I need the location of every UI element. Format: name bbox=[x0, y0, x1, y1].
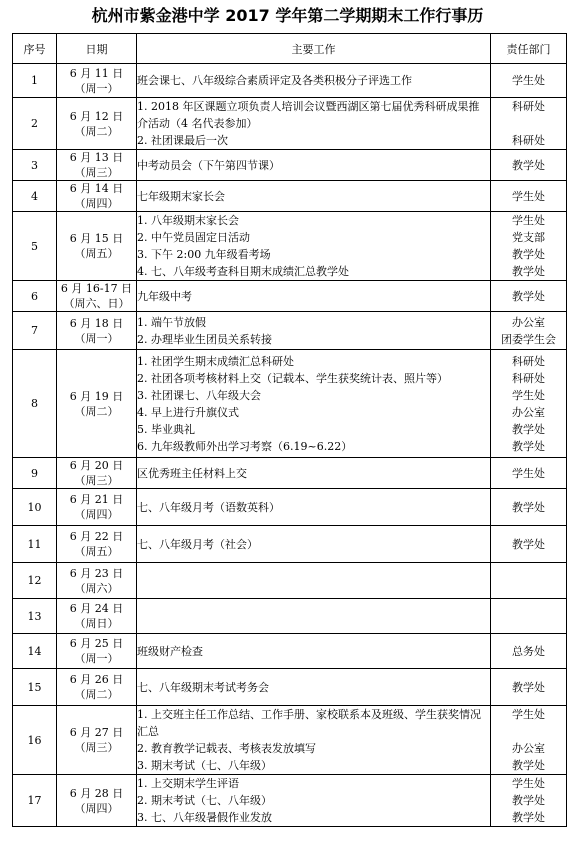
dept-spacer bbox=[491, 723, 566, 740]
dept-item: 教学处 bbox=[512, 248, 545, 261]
row-dept bbox=[491, 312, 567, 350]
row-dept bbox=[491, 350, 567, 458]
table-row bbox=[13, 563, 567, 599]
row-date bbox=[57, 634, 137, 669]
table-row bbox=[13, 634, 567, 669]
row-work bbox=[137, 563, 491, 599]
dept-item: 教学处 bbox=[512, 811, 545, 824]
work-item: 4. 早上进行升旗仪式 bbox=[137, 405, 239, 419]
date-text: 6 月 11 日 bbox=[69, 66, 124, 80]
row-dept bbox=[491, 150, 567, 181]
schedule-table bbox=[12, 33, 567, 827]
row-seq: 2 bbox=[13, 98, 57, 150]
table-row bbox=[13, 350, 567, 458]
row-seq: 8 bbox=[13, 350, 57, 458]
table-row bbox=[13, 64, 567, 98]
work-item: 班会课七、八年级综合素质评定及各类积极分子评选工作 bbox=[137, 74, 412, 87]
row-date bbox=[57, 350, 137, 458]
row-date bbox=[57, 489, 137, 526]
row-seq: 10 bbox=[13, 489, 57, 526]
row-seq: 14 bbox=[13, 634, 57, 669]
dept-item: 教学处 bbox=[512, 759, 545, 772]
row-seq: 13 bbox=[13, 599, 57, 634]
date-text: 6 月 24 日 bbox=[69, 602, 124, 615]
date-text: 6 月 23 日 bbox=[69, 566, 124, 580]
header-work: 主要工作 bbox=[137, 34, 491, 64]
work-item: 2. 教育教学记载表、考核表发放填写 bbox=[137, 742, 316, 755]
table-row bbox=[13, 281, 567, 312]
row-dept bbox=[491, 98, 567, 150]
row-dept bbox=[491, 181, 567, 212]
weekday-text: （周四） bbox=[74, 801, 119, 815]
row-work bbox=[137, 350, 491, 458]
work-item: 1. 2018 年区课题立项负责人培训会议暨西湖区第七届优秀科研成果推介活动（4 名代表参加） bbox=[137, 100, 480, 130]
table-row bbox=[13, 526, 567, 563]
row-seq: 12 bbox=[13, 563, 57, 599]
row-dept bbox=[491, 599, 567, 634]
row-dept bbox=[491, 281, 567, 312]
row-dept bbox=[491, 64, 567, 98]
row-date bbox=[57, 212, 137, 281]
row-dept bbox=[491, 489, 567, 526]
weekday-text: （周三） bbox=[74, 741, 119, 754]
table-row bbox=[13, 669, 567, 706]
work-item: 1. 上交班主任工作总结、工作手册、家校联系本及班级、学生获奖情况汇总 bbox=[137, 708, 481, 738]
weekday-text: （周六） bbox=[74, 581, 119, 595]
date-text: 6 月 18 日 bbox=[69, 316, 124, 330]
table-row bbox=[13, 775, 567, 827]
dept-item: 党支部 bbox=[512, 231, 545, 244]
work-item: 七、八年级月考（语数英科） bbox=[137, 500, 280, 514]
dept-item: 学生处 bbox=[512, 466, 545, 480]
dept-spacer bbox=[491, 115, 566, 132]
row-work bbox=[137, 181, 491, 212]
work-item: 七年级期末家长会 bbox=[137, 189, 225, 203]
row-dept bbox=[491, 526, 567, 563]
row-date bbox=[57, 599, 137, 634]
row-work bbox=[137, 98, 491, 150]
work-item: 2. 办理毕业生团员关系转接 bbox=[137, 332, 272, 346]
table-row bbox=[13, 599, 567, 634]
row-work bbox=[137, 281, 491, 312]
row-date bbox=[57, 181, 137, 212]
row-date bbox=[57, 775, 137, 827]
row-work bbox=[137, 706, 491, 775]
table-row bbox=[13, 212, 567, 281]
row-work bbox=[137, 526, 491, 563]
work-item: 3. 期末考试（七、八年级） bbox=[137, 759, 272, 772]
dept-item: 学生处 bbox=[512, 74, 545, 87]
page-title: 杭州市紫金港中学 2017 学年第二学期期末工作行事历 bbox=[91, 6, 484, 25]
weekday-text: （周一） bbox=[74, 81, 119, 95]
dept-item: 学生处 bbox=[512, 388, 545, 402]
date-text: 6 月 25 日 bbox=[69, 637, 124, 650]
row-seq: 7 bbox=[13, 312, 57, 350]
row-work bbox=[137, 212, 491, 281]
date-text: 6 月 12 日 bbox=[69, 109, 124, 123]
row-work bbox=[137, 458, 491, 489]
weekday-text: （周二） bbox=[74, 124, 119, 138]
row-seq: 9 bbox=[13, 458, 57, 489]
row-seq: 11 bbox=[13, 526, 57, 563]
header-row bbox=[13, 34, 567, 64]
date-text: 6 月 21 日 bbox=[69, 493, 124, 506]
table-row bbox=[13, 458, 567, 489]
row-dept bbox=[491, 458, 567, 489]
row-seq: 16 bbox=[13, 706, 57, 775]
dept-item: 学生处 bbox=[512, 189, 545, 203]
date-text: 6 月 19 日 bbox=[69, 389, 124, 403]
date-text: 6 月 15 日 bbox=[69, 232, 124, 245]
row-seq: 1 bbox=[13, 64, 57, 98]
row-work bbox=[137, 599, 491, 634]
dept-item: 办公室 bbox=[512, 315, 545, 329]
row-work bbox=[137, 489, 491, 526]
date-text: 6 月 13 日 bbox=[69, 151, 124, 164]
date-text: 6 月 20 日 bbox=[69, 459, 124, 472]
work-item: 七、八年级期末考试考务会 bbox=[137, 680, 269, 694]
row-date bbox=[57, 150, 137, 181]
table-row bbox=[13, 489, 567, 526]
row-date bbox=[57, 98, 137, 150]
date-text: 6 月 28 日 bbox=[69, 786, 124, 800]
weekday-text: （周三） bbox=[74, 166, 119, 179]
table-row bbox=[13, 706, 567, 775]
row-work bbox=[137, 312, 491, 350]
header-seq: 序号 bbox=[13, 34, 57, 64]
work-item: 3. 七、八年级暑假作业发放 bbox=[137, 811, 272, 824]
row-dept bbox=[491, 563, 567, 599]
dept-item: 教学处 bbox=[512, 439, 545, 453]
weekday-text: （周五） bbox=[74, 247, 119, 260]
dept-item: 教学处 bbox=[512, 422, 545, 436]
row-dept bbox=[491, 669, 567, 706]
table-row bbox=[13, 181, 567, 212]
dept-item: 教学处 bbox=[512, 794, 545, 807]
weekday-text: （周四） bbox=[74, 197, 119, 210]
weekday-text: （周二） bbox=[74, 688, 119, 701]
dept-item: 科研处 bbox=[512, 371, 545, 385]
dept-item: 教学处 bbox=[512, 680, 545, 694]
row-dept bbox=[491, 775, 567, 827]
work-item: 班级财产检查 bbox=[137, 644, 203, 658]
dept-item: 办公室 bbox=[512, 405, 545, 419]
dept-item: 教学处 bbox=[512, 537, 545, 551]
dept-item: 教学处 bbox=[512, 158, 545, 172]
weekday-text: （周一） bbox=[74, 652, 119, 665]
weekday-text: （周五） bbox=[74, 545, 119, 558]
row-date bbox=[57, 706, 137, 775]
weekday-text: （周日） bbox=[74, 617, 119, 630]
row-work bbox=[137, 669, 491, 706]
work-item: 中考动员会（下午第四节课） bbox=[137, 158, 280, 172]
row-date bbox=[57, 526, 137, 563]
date-text: 6 月 22 日 bbox=[69, 530, 124, 543]
table-row bbox=[13, 150, 567, 181]
work-item: 3. 社团课七、八年级大会 bbox=[137, 388, 261, 402]
row-date bbox=[57, 281, 137, 312]
row-work bbox=[137, 64, 491, 98]
row-work bbox=[137, 634, 491, 669]
weekday-text: （周六、日） bbox=[63, 297, 130, 310]
row-work bbox=[137, 150, 491, 181]
row-seq: 15 bbox=[13, 669, 57, 706]
weekday-text: （周一） bbox=[74, 331, 119, 345]
dept-item: 学生处 bbox=[512, 777, 545, 790]
row-date bbox=[57, 458, 137, 489]
row-seq: 5 bbox=[13, 212, 57, 281]
dept-item: 总务处 bbox=[512, 644, 545, 658]
dept-item: 科研处 bbox=[512, 100, 545, 113]
dept-item: 教学处 bbox=[512, 289, 545, 303]
work-item: 七、八年级月考（社会） bbox=[137, 537, 258, 551]
row-seq: 6 bbox=[13, 281, 57, 312]
dept-item: 教学处 bbox=[512, 500, 545, 514]
dept-item: 科研处 bbox=[512, 134, 545, 147]
row-dept bbox=[491, 212, 567, 281]
work-item: 2. 中午党员固定日活动 bbox=[137, 231, 250, 244]
row-work bbox=[137, 775, 491, 827]
table-row bbox=[13, 312, 567, 350]
dept-item: 学生处 bbox=[512, 708, 545, 721]
date-text: 6 月 14 日 bbox=[69, 182, 124, 195]
work-item: 6. 九年级教师外出学习考察（6.19~6.22） bbox=[137, 439, 353, 453]
row-date bbox=[57, 563, 137, 599]
work-item: 5. 毕业典礼 bbox=[137, 422, 195, 436]
weekday-text: （周四） bbox=[74, 508, 119, 521]
row-dept bbox=[491, 634, 567, 669]
work-item: 1. 端午节放假 bbox=[137, 315, 206, 329]
work-item: 2. 社团课最后一次 bbox=[137, 134, 228, 147]
work-item: 2. 社团各项考核材料上交（记载本、学生获奖统计表、照片等） bbox=[137, 371, 448, 385]
work-item: 区优秀班主任材料上交 bbox=[137, 466, 247, 480]
table-row bbox=[13, 98, 567, 150]
work-item: 3. 下午 2:00 九年级看考场 bbox=[137, 248, 271, 261]
work-item: 1. 八年级期末家长会 bbox=[137, 214, 239, 227]
dept-item: 学生处 bbox=[512, 214, 545, 227]
header-date: 日期 bbox=[57, 34, 137, 64]
row-seq: 17 bbox=[13, 775, 57, 827]
work-item: 4. 七、八年级考查科目期末成绩汇总教学处 bbox=[137, 265, 349, 278]
dept-item: 团委学生会 bbox=[501, 332, 556, 346]
date-text: 6 月 16-17 日 bbox=[60, 282, 133, 295]
dept-item: 教学处 bbox=[512, 265, 545, 278]
date-text: 6 月 27 日 bbox=[69, 726, 124, 739]
row-dept bbox=[491, 706, 567, 775]
row-seq: 3 bbox=[13, 150, 57, 181]
dept-item: 科研处 bbox=[512, 354, 545, 368]
work-item: 1. 上交期末学生评语 bbox=[137, 777, 239, 790]
work-item: 1. 社团学生期末成绩汇总科研处 bbox=[137, 354, 294, 368]
weekday-text: （周二） bbox=[74, 404, 119, 418]
work-item: 2. 期末考试（七、八年级） bbox=[137, 794, 272, 807]
weekday-text: （周三） bbox=[74, 474, 119, 487]
row-date bbox=[57, 312, 137, 350]
work-item: 九年级中考 bbox=[137, 289, 192, 303]
date-text: 6 月 26 日 bbox=[69, 673, 124, 686]
row-date bbox=[57, 64, 137, 98]
dept-item: 办公室 bbox=[512, 742, 545, 755]
row-date bbox=[57, 669, 137, 706]
schedule-body bbox=[13, 64, 567, 827]
row-seq: 4 bbox=[13, 181, 57, 212]
header-dept: 责任部门 bbox=[491, 34, 567, 64]
